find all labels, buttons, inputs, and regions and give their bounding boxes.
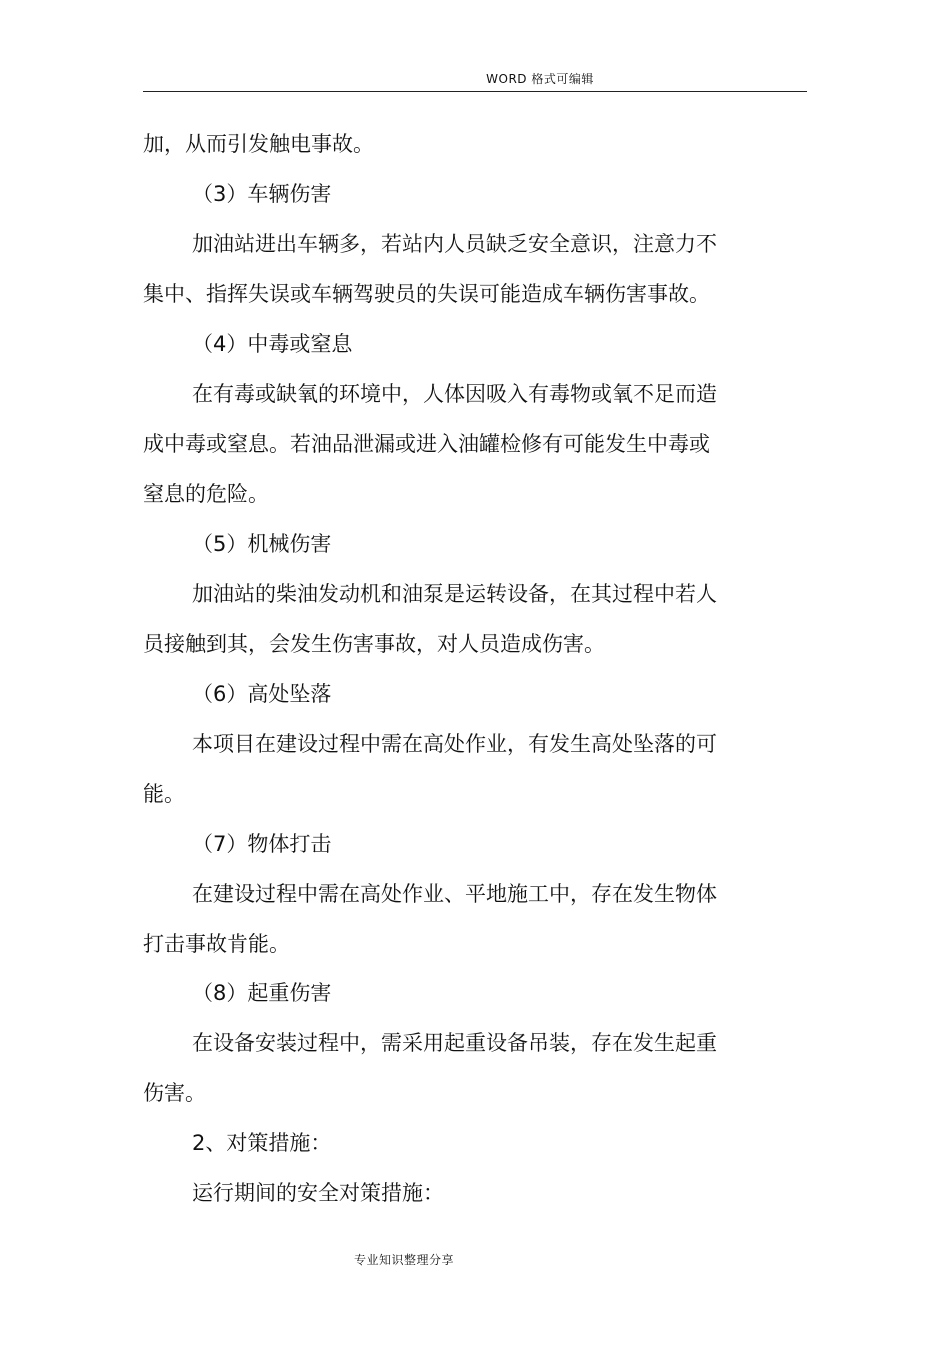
paragraph-line: 成中毒或窒息。若油品泄漏或进入油罐检修有可能发生中毒或 — [143, 432, 710, 456]
section-heading: （8）起重伤害 — [192, 981, 332, 1005]
paragraph-line: 在有毒或缺氧的环境中，人体因吸入有毒物或氧不足而造 — [192, 382, 717, 406]
paragraph-line: 加油站的柴油发动机和油泵是运转设备，在其过程中若人 — [192, 582, 717, 606]
paragraph-line: 加，从而引发触电事故。 — [143, 132, 374, 156]
section-heading: （7）物体打击 — [192, 832, 332, 856]
page-header: WORD 格式可编辑 — [486, 72, 594, 86]
paragraph-line: 伤害。 — [143, 1081, 206, 1105]
section-heading: （5）机械伤害 — [192, 532, 332, 556]
paragraph-line: 集中、指挥失误或车辆驾驶员的失误可能造成车辆伤害事故。 — [143, 282, 710, 306]
paragraph-line: 本项目在建设过程中需在高处作业，有发生高处坠落的可 — [192, 732, 717, 756]
page-footer: 专业知识整理分享 — [353, 1253, 454, 1267]
section-heading: （6）高处坠落 — [192, 682, 332, 706]
header-divider — [143, 91, 807, 92]
section-heading: （4）中毒或窒息 — [192, 332, 353, 356]
section-heading: 2、对策措施： — [192, 1131, 332, 1155]
paragraph-line: 在建设过程中需在高处作业、平地施工中，存在发生物体 — [192, 882, 717, 906]
paragraph-line: 员接触到其，会发生伤害事故，对人员造成伤害。 — [143, 632, 605, 656]
paragraph-line: 窒息的危险。 — [143, 482, 269, 506]
paragraph-line: 打击事故肯能。 — [143, 932, 290, 956]
section-heading: （3）车辆伤害 — [192, 182, 332, 206]
paragraph-line: 能。 — [143, 782, 185, 806]
paragraph-line: 加油站进出车辆多，若站内人员缺乏安全意识，注意力不 — [192, 232, 717, 256]
paragraph-line: 运行期间的安全对策措施： — [192, 1181, 444, 1205]
paragraph-line: 在设备安装过程中，需采用起重设备吊装，存在发生起重 — [192, 1031, 717, 1055]
